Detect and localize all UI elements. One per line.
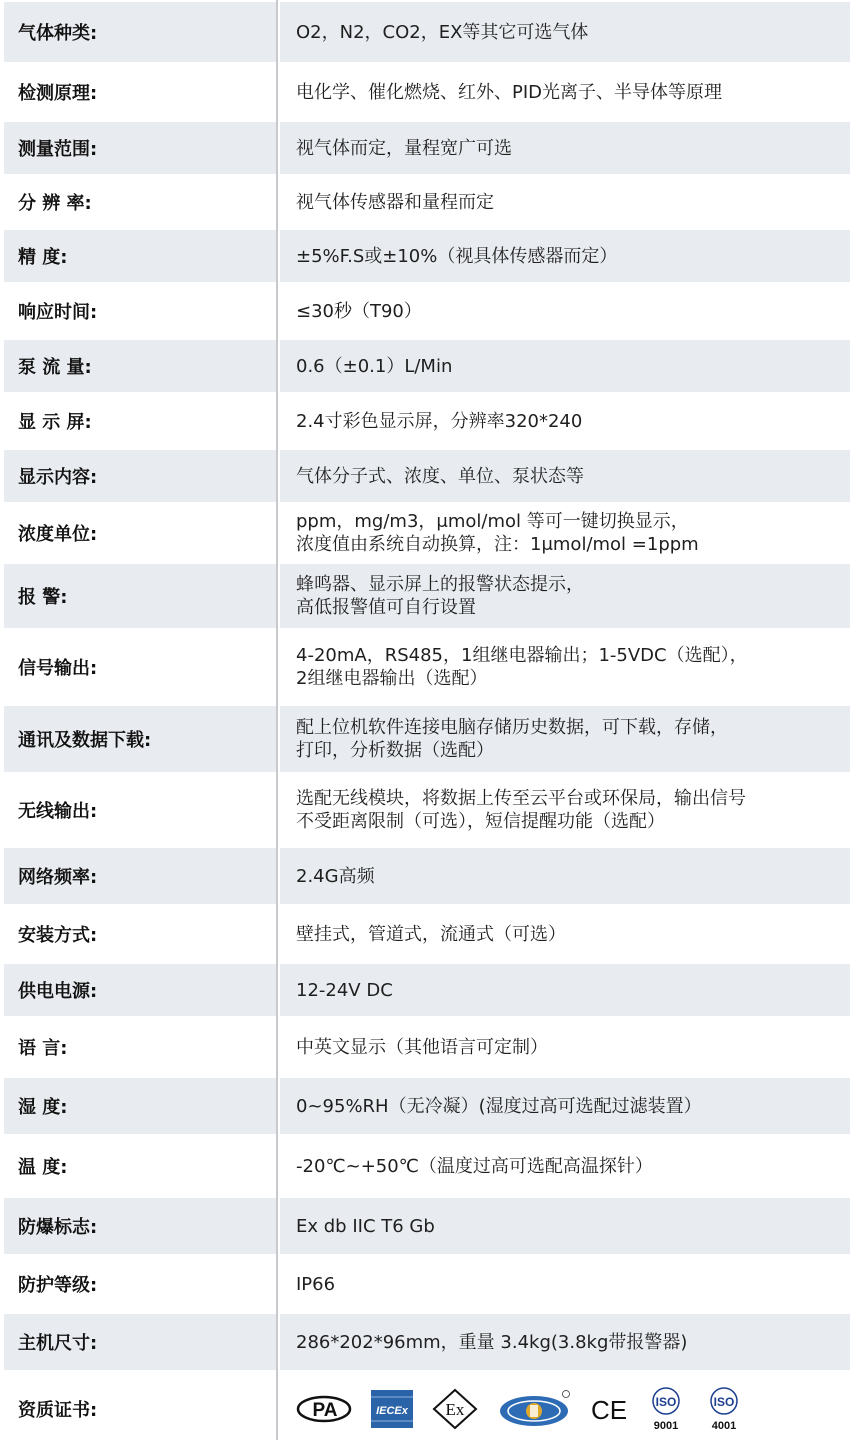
spec-label: 安装方式: xyxy=(18,925,98,946)
spec-row-certificates xyxy=(0,1372,858,1446)
spec-row-alarm xyxy=(0,562,858,630)
svg-text:IECEx: IECEx xyxy=(376,1405,408,1417)
spec-row-installation xyxy=(0,906,858,962)
spec-value: Ex db IIC T6 Gb xyxy=(280,1198,850,1254)
svg-text:4001: 4001 xyxy=(711,1420,737,1432)
spec-label: 防爆标志: xyxy=(4,1198,276,1254)
spec-label: 报 警: xyxy=(4,564,276,628)
spec-row-display xyxy=(0,394,858,448)
spec-value: 0.6（±0.1）L/Min xyxy=(280,340,850,392)
spec-row-data-download xyxy=(0,704,858,774)
spec-value: 中英文显示（其他语言可定制） xyxy=(296,1036,548,1058)
spec-value: 视气体传感器和量程而定 xyxy=(296,191,494,213)
spec-label: 防护等级: xyxy=(18,1275,98,1296)
spec-row-humidity xyxy=(0,1076,858,1136)
spec-row-language xyxy=(0,1018,858,1076)
spec-label: 网络频率: xyxy=(4,848,276,904)
spec-value: 电化学、催化燃烧、红外、PID光离子、半导体等原理 xyxy=(296,81,723,103)
spec-row-range xyxy=(0,120,858,176)
spec-label: 显 示 屏: xyxy=(18,412,92,433)
spec-label: 温 度: xyxy=(18,1157,68,1178)
spec-value: IP66 xyxy=(296,1273,336,1295)
spec-row-response-time xyxy=(0,284,858,338)
spec-row-temperature xyxy=(0,1136,858,1196)
spec-label: 检测原理: xyxy=(18,83,98,104)
spec-label: 无线输出: xyxy=(18,801,98,822)
iso-4001-icon xyxy=(704,1386,744,1432)
spec-label: 精 度: xyxy=(4,230,276,282)
spec-value: 蜂鸣器、显示屏上的报警状态提示， 高低报警值可自行设置 xyxy=(280,564,850,628)
spec-value: -20℃~+50℃（温度过高可选配高温探针） xyxy=(296,1155,653,1177)
ce-mark-icon xyxy=(590,1394,628,1424)
spec-label: 通讯及数据下载: xyxy=(4,706,276,772)
spec-value: 2.4G高频 xyxy=(280,848,850,904)
spec-row-power xyxy=(0,962,858,1018)
iecex-mark-icon xyxy=(370,1389,414,1429)
spec-label: 分 辨 率: xyxy=(18,193,92,214)
spec-value: 气体分子式、浓度、单位、泵状态等 xyxy=(280,450,850,502)
spec-row-signal-output xyxy=(0,630,858,704)
spec-label: 响应时间: xyxy=(18,302,98,323)
spec-value: 选配无线模块，将数据上传至云平台或环保局，输出信号 不受距离限制（可选），短信提醒功能（选配） xyxy=(296,788,746,832)
spec-value: 12-24V DC xyxy=(280,964,850,1016)
spec-label: 测量范围: xyxy=(4,122,276,174)
cpa-mark-icon xyxy=(296,1394,352,1424)
spec-value: 286*202*96mm，重量 3.4kg(3.8kg带报警器) xyxy=(280,1314,850,1370)
svg-text:ISO: ISO xyxy=(713,1395,735,1409)
spec-row-network-frequency xyxy=(0,846,858,906)
spec-label: 泵 流 量: xyxy=(4,340,276,392)
spec-value: 4-20mA，RS485，1组继电器输出；1-5VDC（选配）， 2组继电器输出（选配） xyxy=(296,645,748,689)
spec-row-concentration-unit xyxy=(0,504,858,562)
svg-text:PA: PA xyxy=(312,1400,338,1421)
spec-row-protection xyxy=(0,1256,858,1312)
spec-value: ppm，mg/m3，μmol/mol 等可一键切换显示， 浓度值由系统自动换算，注：1μmol/mol =1ppm xyxy=(296,511,699,555)
spec-value: 2.4寸彩色显示屏，分辨率320*240 xyxy=(296,410,583,432)
svg-text:CE: CE xyxy=(590,1395,628,1424)
spec-value: 视气体而定，量程宽广可选 xyxy=(280,122,850,174)
spec-row-pump-flow xyxy=(0,338,858,394)
spec-row-display-content xyxy=(0,448,858,504)
spec-label: 浓度单位: xyxy=(18,524,98,545)
spec-value: 配上位机软件连接电脑存储历史数据，可下载，存储， 打印，分析数据（选配） xyxy=(280,706,850,772)
spec-row-gas-type xyxy=(0,0,858,64)
spec-row-principle xyxy=(0,64,858,120)
spec-row-accuracy xyxy=(0,228,858,284)
spec-row-dimensions xyxy=(0,1312,858,1372)
svg-text:Ex: Ex xyxy=(445,1400,465,1419)
spec-value: 0~95%RH（无冷凝）(湿度过高可选配过滤装置） xyxy=(280,1078,850,1134)
spec-label: 气体种类: xyxy=(4,2,276,62)
spec-label: 语 言: xyxy=(18,1038,68,1059)
spec-label: 湿 度: xyxy=(4,1078,276,1134)
spec-value: O2，N2，CO2，EX等其它可选气体 xyxy=(280,2,850,62)
iso-9001-icon xyxy=(646,1386,686,1432)
certificates-cell xyxy=(280,1374,850,1444)
svg-text:ISO: ISO xyxy=(655,1395,677,1409)
spec-value: ≤30秒（T90） xyxy=(296,300,422,322)
spec-label: 主机尺寸: xyxy=(4,1314,276,1370)
certificate-logos xyxy=(296,1374,744,1444)
spec-label: 显示内容: xyxy=(4,450,276,502)
spec-row-wireless xyxy=(0,774,858,846)
spec-label: 资质证书: xyxy=(18,1400,98,1421)
spec-row-ex-marking xyxy=(0,1196,858,1256)
spec-label: 供电电源: xyxy=(4,964,276,1016)
ccc-mark-icon xyxy=(496,1388,572,1430)
spec-label: 信号输出: xyxy=(18,658,98,679)
ex-mark-icon xyxy=(432,1388,478,1430)
spec-row-resolution xyxy=(0,176,858,228)
spec-value: ±5%F.S或±10%（视具体传感器而定） xyxy=(280,230,850,282)
svg-text:9001: 9001 xyxy=(653,1420,679,1432)
spec-value: 壁挂式，管道式，流通式（可选） xyxy=(296,923,566,945)
